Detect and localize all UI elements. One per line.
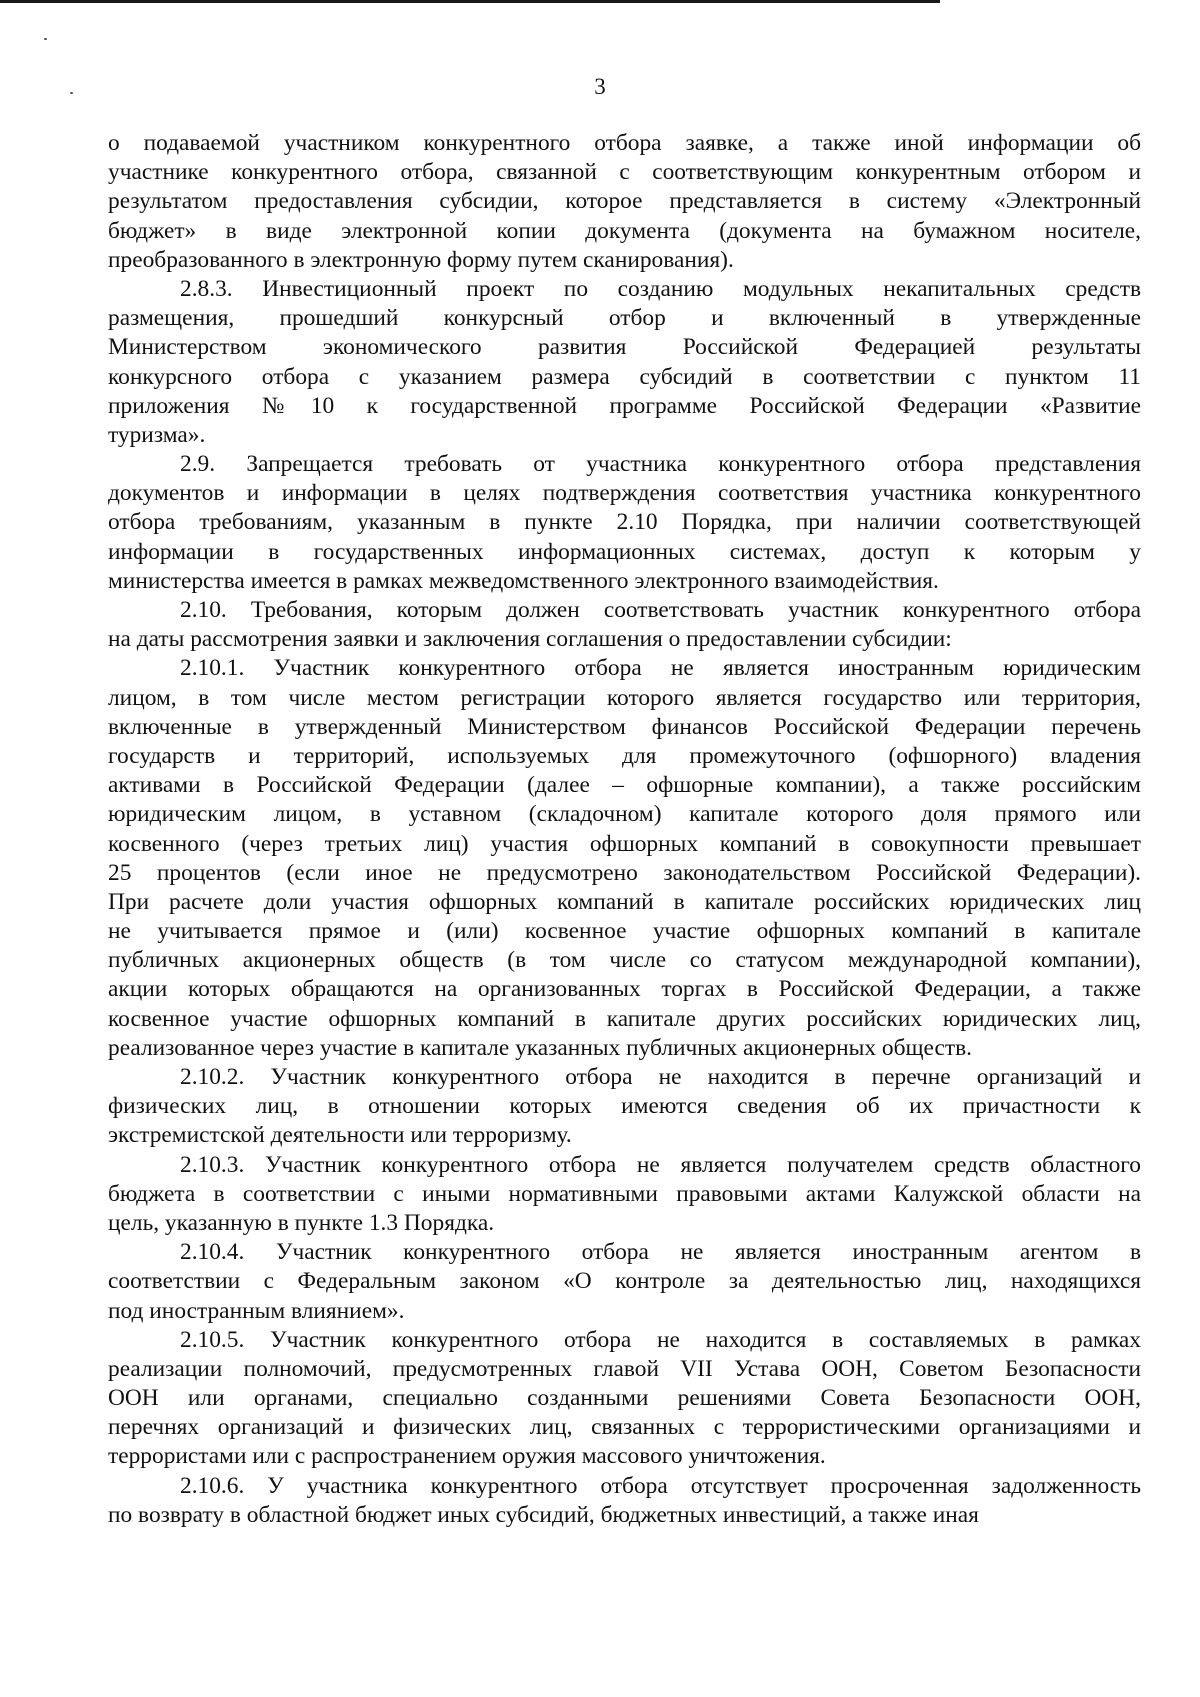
page-number: 3 — [594, 74, 606, 99]
text-line: преобразованного в электронную форму путем сканирования). — [108, 246, 734, 273]
text-line: участнике конкурентного отбора, связанной с соответствующим конкурентным отбором и — [108, 159, 1141, 186]
text-line: террористами или с распространением оружия массового уничтожения. — [108, 1443, 826, 1470]
text-line: отбора требованиям, указанным в пункте 2.10 Порядка, при наличии соответствующей — [108, 509, 1141, 536]
paragraph-p-2-10-1 — [108, 654, 1141, 1063]
paragraph-p-2-9 — [108, 450, 1141, 596]
text-line: перечнях организаций и физических лиц, связанных с террористическими организациями и — [108, 1414, 1141, 1441]
paragraph-p-2-10-4 — [108, 1238, 1141, 1326]
text-line: цель, указанную в пункте 1.3 Порядка. — [108, 1209, 495, 1236]
paragraph-p-2-10-6 — [108, 1472, 1141, 1530]
text-line: результатом предоставления субсидии, которое представляется в систему «Электронный — [108, 188, 1141, 215]
text-line: физических лиц, в отношении которых имеются сведения об их причастности к — [108, 1093, 1141, 1120]
text-line: под иностранным влиянием». — [108, 1297, 405, 1324]
text-line: приложения №10 к государственной программе Российской Федерации «Развитие — [108, 392, 1141, 419]
text-line: размещения, прошедший конкурсный отбор и включенный в утвержденные — [108, 305, 1141, 332]
text-line: туризма». — [108, 421, 206, 448]
text-line: При расчете доли участия офшорных компаний в капитале российских юридических лиц — [108, 888, 1141, 915]
text-line: документов и информации в целях подтверждения соответствия участника конкурентного — [108, 480, 1141, 507]
text-line: государств и территорий, используемых для промежуточного (офшорного) владения — [108, 742, 1141, 769]
text-line: лицом, в том числе местом регистрации которого является государство или территория, — [108, 684, 1141, 711]
text-line: 2.10.1. Участник конкурентного отбора не является иностранным юридическим — [180, 655, 1141, 682]
text-line: 2.10.4. Участник конкурентного отбора не является иностранным агентом в — [180, 1239, 1141, 1266]
paragraph-p-cont — [108, 129, 1141, 275]
text-line: бюджет» в виде электронной копии документа (документа на бумажном носителе, — [108, 217, 1141, 244]
paragraph-p-2-8-3 — [108, 275, 1141, 450]
text-line: соответствии с Федеральным законом «О контроле за деятельностью лиц, находящихся — [108, 1268, 1141, 1295]
text-line: конкурсного отбора с указанием размера субсидий в соответствии с пунктом 11 — [108, 363, 1141, 390]
text-line: включенные в утвержденный Министерством финансов Российской Федерации перечень — [108, 713, 1141, 740]
text-line: 2.10.6. У участника конкурентного отбора отсутствует просроченная задолженность — [180, 1472, 1141, 1499]
scan-border-line — [0, 0, 940, 3]
text-line: реализованное через участие в капитале указанных публичных акционерных обществ. — [108, 1034, 972, 1061]
text-line: публичных акционерных обществ (в том числе со статусом международной компании), — [108, 947, 1141, 974]
text-line: 2.8.3. Инвестиционный проект по созданию модульных некапитальных средств — [180, 275, 1141, 302]
text-line: косвенное участие офшорных компаний в капитале других российских юридических лиц, — [108, 1005, 1141, 1032]
text-line: юридическим лицом, в уставном (складочном) капитале которого доля прямого или — [108, 801, 1141, 828]
text-line: активами в Российской Федерации (далее – офшорные компании), а также российским — [108, 772, 1141, 799]
text-line: Министерством экономического развития Российской Федерацией результаты — [108, 334, 1141, 361]
paragraph-p-2-10-2 — [108, 1063, 1141, 1151]
text-line: 2.10. Требования, которым должен соответствовать участник конкурентного отбора — [180, 597, 1141, 623]
text-line: реализации полномочий, предусмотренных главой VII Устава ООН, Советом Безопасности — [108, 1355, 1141, 1382]
text-line: ООН или органами, специально созданными решениями Совета Безопасности ООН, — [108, 1385, 1141, 1412]
text-line: информации в государственных информационных системах, доступ к которым у — [108, 538, 1141, 565]
text-line: не учитывается прямое и (или) косвенное участие офшорных компаний в капитале — [108, 918, 1141, 945]
document-body — [108, 129, 1141, 1530]
scan-speck — [44, 38, 47, 40]
text-line: бюджета в соответствии с иными нормативными правовыми актами Калужской области на — [108, 1180, 1141, 1207]
text-line: 2.10.3. Участник конкурентного отбора не является получателем средств областного — [180, 1151, 1141, 1178]
text-line: 2.9. Запрещается требовать от участника конкурентного отбора представления — [180, 451, 1141, 478]
text-line: на даты рассмотрения заявки и заключения соглашения о предоставлении субсидии: — [108, 626, 952, 653]
text-line: 2.10.5. Участник конкурентного отбора не находится в составляемых в рамках — [180, 1326, 1141, 1353]
paragraph-p-2-10 — [108, 596, 1141, 654]
paragraph-p-2-10-3 — [108, 1151, 1141, 1239]
text-line: по возврату в областной бюджет иных субсидий, бюджетных инвестиций, а также иная — [108, 1501, 979, 1528]
text-line: 2.10.2. Участник конкурентного отбора не находится в перечне организаций и — [180, 1064, 1141, 1090]
text-line: 25 процентов (если иное не предусмотрено законодательством Российской Федерации). — [108, 859, 1141, 886]
paragraph-p-2-10-5 — [108, 1326, 1141, 1472]
text-line: акции которых обращаются на организованных торгах в Российской Федерации, а также — [108, 976, 1141, 1003]
text-line: о подаваемой участником конкурентного отбора заявке, а также иной информации об — [108, 130, 1141, 156]
text-line: экстремистской деятельности или терроризму. — [108, 1122, 572, 1149]
text-line: косвенного (через третьих лиц) участия офшорных компаний в совокупности превышает — [108, 830, 1141, 857]
text-line: министерства имеется в рамках межведомственного электронного взаимодействия. — [108, 567, 939, 594]
